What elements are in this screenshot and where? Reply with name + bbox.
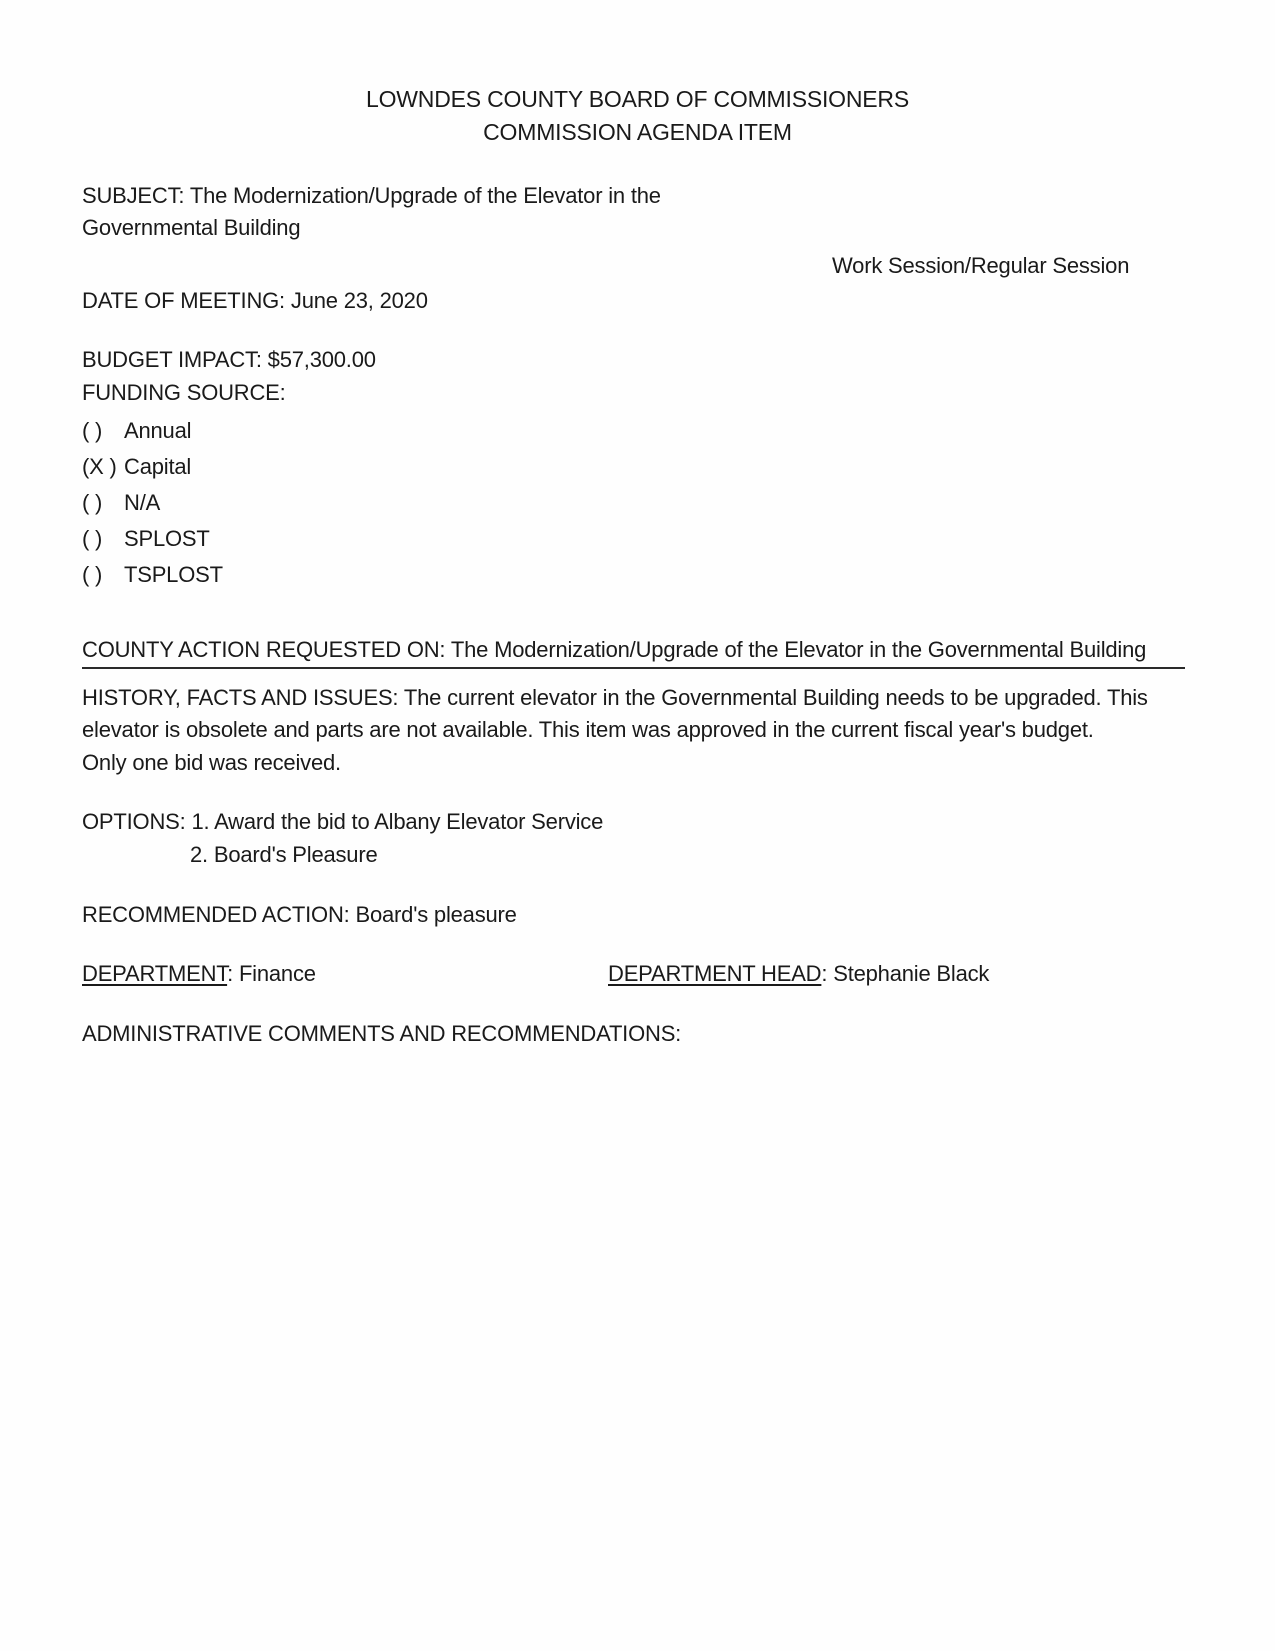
department-label: DEPARTMENT [82,961,228,986]
options-line-2 [190,840,378,870]
department-head-value: Stephanie Black [833,961,990,986]
subject-label: SUBJECT: [82,183,185,208]
history-text: Only one bid was received. [82,750,341,775]
colon: : [821,961,828,986]
subject-text: The Modernization/Upgrade of the Elevator in the [189,183,661,208]
session-type [832,251,1129,281]
history-label: HISTORY, FACTS AND ISSUES: [82,685,399,710]
funding-option-na [82,488,160,518]
budget-impact-value: $57,300.00 [267,347,376,372]
funding-source-label: FUNDING SOURCE: [82,380,286,405]
subject-line-2 [82,213,300,243]
document-title [0,84,1275,114]
subject-text-continued: Governmental Building [82,215,301,240]
checkbox-mark: ( ) [82,418,103,443]
funding-option-capital [82,452,191,482]
department-head [608,959,989,989]
recommended-action [82,900,517,930]
options-line-1 [82,807,603,837]
colon: : [227,961,234,986]
department [82,959,316,989]
funding-option-label: SPLOST [124,526,210,551]
section-divider [82,667,1185,669]
meeting-date-value: June 23, 2020 [290,288,428,313]
department-value: Finance [238,961,316,986]
funding-option-splost [82,524,210,554]
checkbox-mark-checked: (X ) [82,454,117,479]
administrative-comments-label: ADMINISTRATIVE COMMENTS AND RECOMMENDATIONS: [82,1021,682,1046]
funding-option-tsplost [82,560,223,590]
history-line-3 [82,748,341,778]
meeting-date-label: DATE OF MEETING: [82,288,285,313]
recommended-action-label: RECOMMENDED ACTION: [82,902,350,927]
checkbox-mark: ( ) [82,490,103,515]
org-name: LOWNDES COUNTY BOARD OF COMMISSIONERS [366,86,909,112]
document-subtitle [0,117,1275,147]
history-text: The current elevator in the Governmental Building needs to be upgraded. This [403,685,1148,710]
meeting-date [82,286,428,316]
funding-option-label: N/A [124,490,161,515]
checkbox-mark: ( ) [82,526,103,551]
funding-option-annual [82,416,191,446]
department-head-label: DEPARTMENT HEAD [608,961,822,986]
budget-impact [82,345,376,375]
administrative-comments [82,1019,681,1049]
county-action-label: COUNTY ACTION REQUESTED ON: [82,637,446,662]
recommended-action-value: Board's pleasure [355,902,517,927]
history-line-1 [82,683,1148,713]
history-line-2 [82,715,1094,745]
funding-option-label: TSPLOST [124,562,223,587]
session-type-text: Work Session/Regular Session [832,253,1130,278]
county-action-value: The Modernization/Upgrade of the Elevator in the Governmental Building [450,637,1147,662]
funding-source-heading [82,378,286,408]
option-item: 2. Board's Pleasure [190,842,378,867]
document-type: COMMISSION AGENDA ITEM [483,119,792,145]
county-action-requested [82,635,1146,665]
budget-impact-label: BUDGET IMPACT: [82,347,262,372]
funding-option-label: Annual [124,418,192,443]
checkbox-mark: ( ) [82,562,103,587]
history-text: elevator is obsolete and parts are not available. This item was approved in the current fiscal year's budget. [82,717,1094,742]
options-label: OPTIONS: [82,809,186,834]
funding-option-label: Capital [124,454,192,479]
option-item: 1. Award the bid to Albany Elevator Service [191,809,604,834]
subject-line-1 [82,181,661,211]
